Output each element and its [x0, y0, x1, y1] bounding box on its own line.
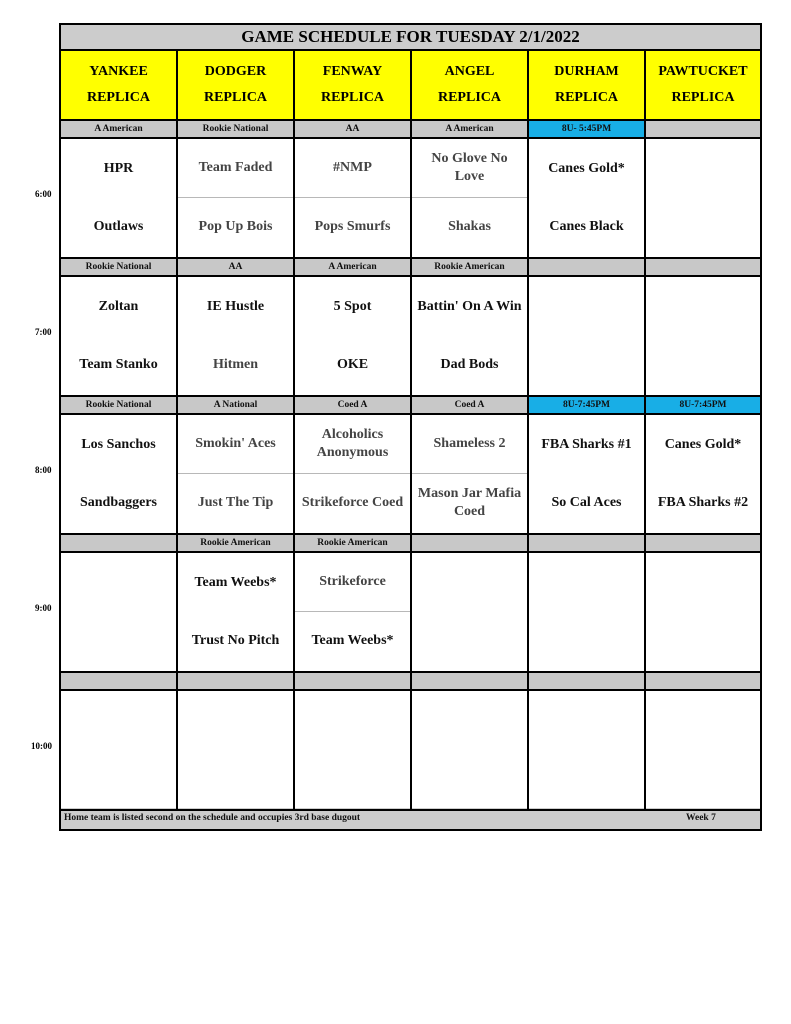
division-label: Rookie National [178, 121, 295, 139]
park-name: DODGER [204, 64, 267, 79]
home-team: Trust No Pitch [191, 633, 280, 648]
away-team: No Glove No Love [412, 139, 527, 198]
away-team: HPR [103, 160, 134, 176]
division-label [412, 535, 529, 553]
division-label: 8U-7:45PM [646, 397, 760, 415]
division-label: A American [61, 121, 178, 139]
game-cell [178, 139, 295, 259]
division-label: 8U-7:45PM [529, 397, 646, 415]
away-team: IE Hustle [206, 298, 265, 314]
park-type: REPLICA [554, 90, 618, 105]
game-cell [295, 415, 412, 535]
home-team: Outlaws [93, 219, 144, 234]
division-label: Rookie American [295, 535, 412, 553]
division-label [529, 673, 646, 691]
home-team: Sandbaggers [79, 495, 158, 510]
game-cell [61, 139, 178, 259]
division-label [646, 673, 760, 691]
game-cell [646, 139, 760, 259]
park-type: REPLICA [437, 90, 501, 105]
game-cell [295, 139, 412, 259]
division-label: Rookie National [61, 397, 178, 415]
game-cell [178, 691, 295, 811]
park-type: REPLICA [203, 90, 267, 105]
park-header [295, 51, 412, 121]
home-team: Shakas [448, 219, 491, 234]
division-label: A American [412, 121, 529, 139]
division-label [61, 673, 178, 691]
away-team: Zoltan [98, 298, 139, 314]
game-cell [412, 277, 529, 397]
away-team: #NMP [295, 139, 410, 198]
game-cell [646, 277, 760, 397]
home-team: Pops Smurfs [314, 219, 391, 234]
division-label [646, 121, 760, 139]
game-cell [412, 691, 529, 811]
game-cell [412, 139, 529, 259]
division-label [295, 673, 412, 691]
park-type: REPLICA [86, 90, 150, 105]
schedule-sheet [59, 23, 762, 831]
away-team: Canes Gold* [548, 160, 625, 176]
home-team: Canes Black [549, 219, 624, 234]
division-label: A National [178, 397, 295, 415]
game-cell [529, 691, 646, 811]
home-team: Hitmen [212, 357, 259, 372]
game-cell [178, 277, 295, 397]
game-cell [295, 553, 412, 673]
division-label [412, 673, 529, 691]
park-header [61, 51, 178, 121]
time-label: 7:00 [35, 327, 52, 337]
page-title: GAME SCHEDULE FOR TUESDAY 2/1/2022 [61, 25, 760, 51]
game-cell [646, 415, 760, 535]
game-cell [178, 553, 295, 673]
park-header [178, 51, 295, 121]
away-team: Team Weebs* [194, 574, 277, 590]
away-team: Team Faded [178, 139, 293, 198]
division-label: Coed A [295, 397, 412, 415]
game-cell [295, 691, 412, 811]
park-header [412, 51, 529, 121]
division-label [529, 535, 646, 553]
game-cell [295, 277, 412, 397]
week-label: Week 7 [686, 813, 716, 823]
home-team: Dad Bods [440, 357, 499, 372]
division-label [646, 535, 760, 553]
away-team: Shameless 2 [412, 415, 527, 474]
home-team: OKE [336, 357, 369, 372]
game-cell [646, 691, 760, 811]
game-cell [529, 277, 646, 397]
game-cell [412, 415, 529, 535]
home-team: Team Stanko [79, 357, 158, 372]
time-label: 8:00 [35, 465, 52, 475]
time-label: 6:00 [35, 189, 52, 199]
away-team: Alcoholics Anonymous [295, 415, 410, 474]
park-header [646, 51, 760, 121]
park-name: YANKEE [89, 64, 148, 79]
division-label [646, 259, 760, 277]
division-label: Coed A [412, 397, 529, 415]
division-label: AA [178, 259, 295, 277]
away-team: Strikeforce [295, 553, 410, 612]
home-team: FBA Sharks #2 [657, 495, 749, 510]
game-cell [529, 415, 646, 535]
division-label: 8U- 5:45PM [529, 121, 646, 139]
division-label: Rookie National [61, 259, 178, 277]
game-cell [412, 553, 529, 673]
time-label: 9:00 [35, 603, 52, 613]
away-team: Battin' On A Win [417, 298, 522, 314]
division-label [61, 535, 178, 553]
park-name: PAWTUCKET [658, 64, 748, 79]
home-team: Strikeforce Coed [301, 495, 404, 510]
park-type: REPLICA [320, 90, 384, 105]
game-cell [61, 691, 178, 811]
away-team: Smokin' Aces [178, 415, 293, 474]
park-name: ANGEL [444, 64, 495, 79]
home-team: Mason Jar Mafia Coed [417, 486, 522, 519]
away-team: Los Sanchos [81, 436, 156, 452]
division-label [178, 673, 295, 691]
division-label: AA [295, 121, 412, 139]
park-header [529, 51, 646, 121]
footer-bar [61, 808, 760, 829]
home-team: Team Weebs* [311, 633, 394, 648]
park-name: DURHAM [554, 64, 619, 79]
home-team: Just The Tip [197, 495, 274, 510]
game-cell [646, 553, 760, 673]
away-team: FBA Sharks #1 [541, 436, 632, 452]
game-cell [178, 415, 295, 535]
division-label: A American [295, 259, 412, 277]
game-cell [61, 415, 178, 535]
game-cell [61, 553, 178, 673]
away-team: Canes Gold* [664, 436, 742, 452]
game-cell [529, 553, 646, 673]
home-team: So Cal Aces [551, 495, 622, 510]
park-type: REPLICA [671, 90, 735, 105]
division-label [529, 259, 646, 277]
time-label: 10:00 [31, 741, 52, 751]
park-name: FENWAY [322, 64, 383, 79]
division-label: Rookie American [412, 259, 529, 277]
home-team: Pop Up Bois [198, 219, 273, 234]
game-cell [529, 139, 646, 259]
division-label: Rookie American [178, 535, 295, 553]
footer-note: Home team is listed second on the schedule and occupies 3rd base dugout [64, 813, 361, 823]
game-cell [61, 277, 178, 397]
away-team: 5 Spot [333, 298, 372, 314]
